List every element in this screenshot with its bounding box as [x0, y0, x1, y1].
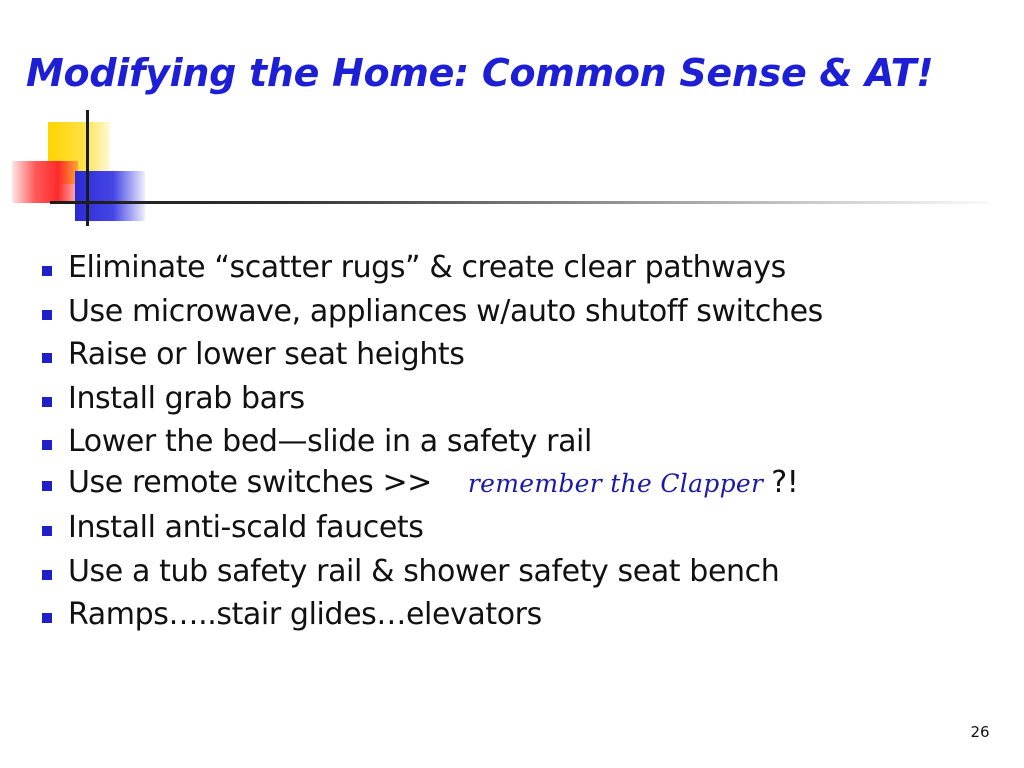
bullet-text: Install grab bars: [68, 381, 305, 416]
blue-square-decoration: [75, 171, 145, 221]
red-square-decoration: [12, 161, 78, 203]
handwritten-note: remember the Clapper: [467, 469, 764, 498]
bullet-text: Eliminate “scatter rugs” & create clear pathways: [68, 250, 786, 285]
bullet-item: [42, 465, 798, 500]
bullet-marker-icon: [42, 397, 52, 407]
title-decoration: [0, 0, 1024, 240]
bullet-text: Raise or lower seat heights: [68, 337, 465, 372]
bullet-marker-icon: [42, 353, 52, 363]
bullet-text: Lower the bed—slide in a safety rail: [68, 424, 592, 459]
bullet-marker-icon: [42, 481, 52, 491]
bullet-text: Ramps…..stair glides…elevators: [68, 597, 542, 632]
bullet-item: [42, 554, 779, 589]
bullet-item: [42, 597, 542, 632]
bullet-item: [42, 337, 465, 372]
bullet-item: [42, 294, 823, 329]
bullet-marker-icon: [42, 570, 52, 580]
bullet-marker-icon: [42, 440, 52, 450]
bullet-item: [42, 424, 592, 459]
bullet-item: [42, 510, 424, 545]
bullet-marker-icon: [42, 613, 52, 623]
bullet-text: Install anti-scald faucets: [68, 510, 424, 545]
bullet-text: Use remote switches >>: [68, 465, 432, 500]
page-number: 26: [970, 723, 990, 741]
bullet-marker-icon: [42, 526, 52, 536]
slide-title: Modifying the Home: Common Sense & AT!: [26, 51, 934, 95]
yellow-square-decoration: [48, 122, 110, 184]
vertical-rule: [86, 110, 89, 226]
bullet-text: Use a tub safety rail & shower safety seat bench: [68, 554, 780, 589]
bullet-suffix: ?!: [771, 465, 799, 500]
horizontal-rule: [50, 201, 990, 204]
bullet-marker-icon: [42, 266, 52, 276]
bullet-marker-icon: [42, 310, 52, 320]
bullet-item: [42, 381, 305, 416]
bullet-item: [42, 250, 786, 285]
bullet-text: Use microwave, appliances w/auto shutoff switches: [68, 294, 823, 329]
